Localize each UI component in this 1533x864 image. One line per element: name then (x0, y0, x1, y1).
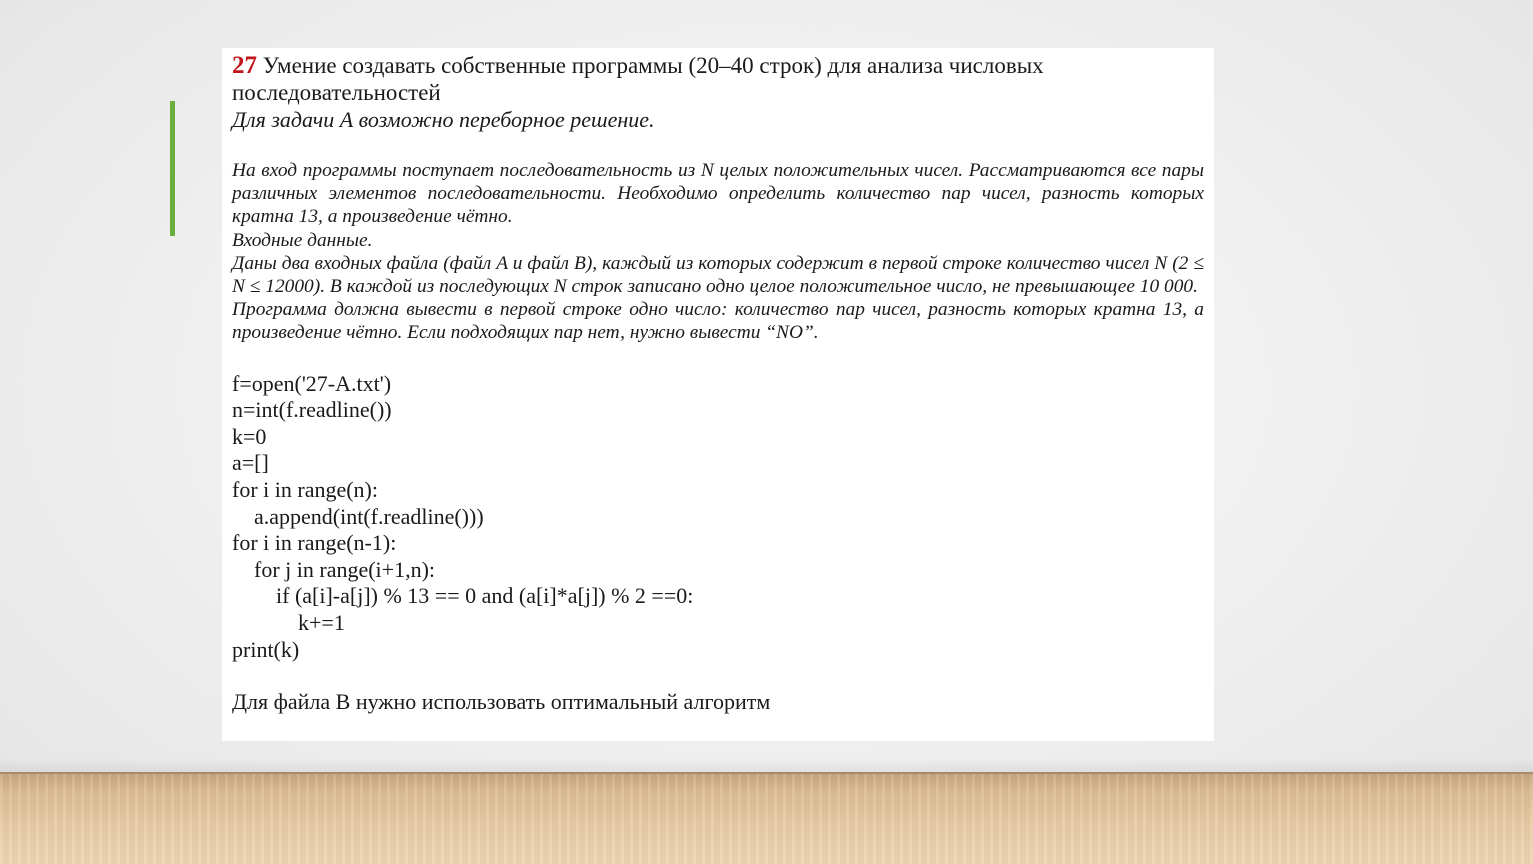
code-line: for j in range(i+1,n): (232, 556, 436, 582)
code-listing (232, 371, 1204, 664)
task-heading (232, 52, 1204, 106)
task-number: 27 (232, 52, 257, 79)
code-line: for i in range(n-1): (232, 530, 397, 556)
input-data-heading: Входные данные. (232, 229, 373, 251)
green-accent-bar (170, 101, 175, 236)
code-line: if (a[i]-a[j]) % 13 == 0 and (a[i]*a[j]) % 2 ==0: (232, 583, 694, 609)
code-line: for i in range(n): (232, 477, 378, 502)
footer-note: Для файла В нужно использовать оптимальный алгоритм (232, 689, 771, 715)
code-line: a=[] (232, 450, 269, 476)
code-line: k+=1 (232, 609, 345, 635)
slide-content-image (222, 48, 1214, 741)
task-hint: Для задачи А возможно переборное решение. (232, 107, 655, 132)
code-line: f=open('27-A.txt') (232, 370, 392, 396)
problem-statement: На вход программы поступает последовательность из N целых положительных чисел. Рассматриваются все пары различных элементов последовательности. Необходимо определить количество пар чисел, разность которых кратна 13, а произведение чётно. (232, 160, 1204, 228)
output-description: Программа должна вывести в первой строке одно число: количество пар чисел, разность которых кратна 13, а произведение чётно. Если подходящих пар нет, нужно вывести “NO”. (232, 299, 1204, 344)
input-data-description: Даны два входных файла (файл A и файл B), каждый из которых содержит в первой строке количество чисел N (2 ≤ N ≤ 12000). В каждой из последующих N строк записано одно целое положительное число, не превышающее 10 000. (232, 252, 1204, 298)
floor-shadow (0, 758, 1533, 772)
code-line: n=int(f.readline()) (232, 397, 392, 423)
task-title: Умение создавать собственные программы (20–40 строк) для анализа числовых последовательностей (232, 53, 1044, 105)
wooden-floor-decoration (0, 772, 1533, 864)
code-line: print(k) (232, 636, 300, 662)
code-line: k=0 (232, 423, 267, 449)
code-line: a.append(int(f.readline())) (232, 503, 484, 529)
